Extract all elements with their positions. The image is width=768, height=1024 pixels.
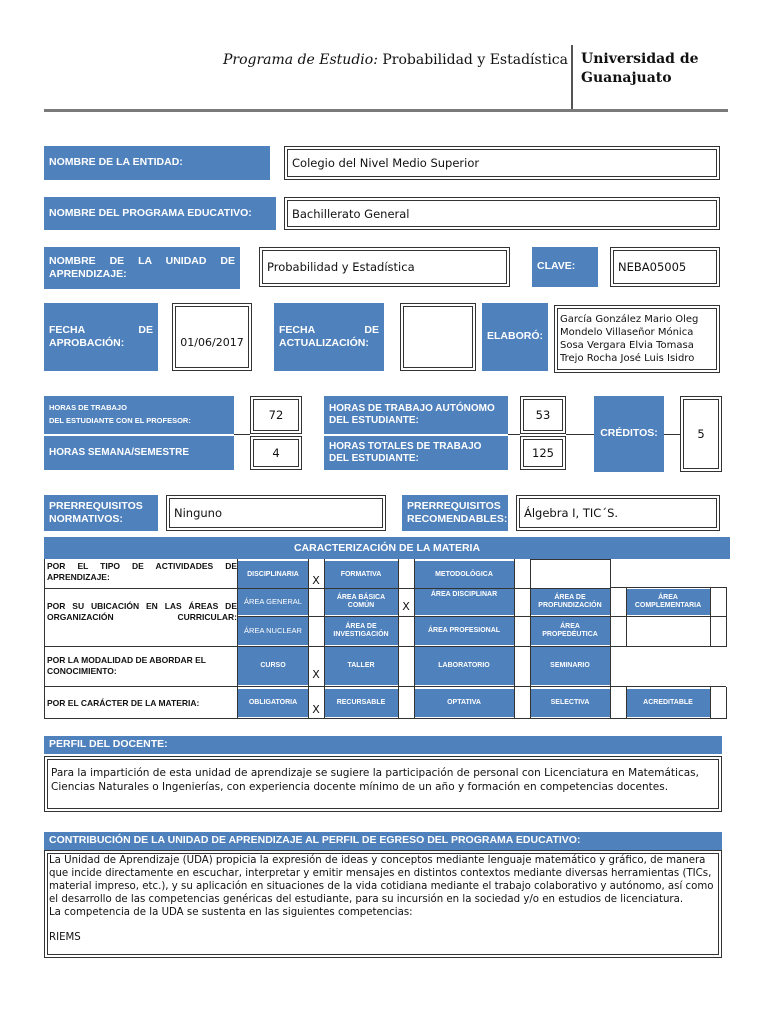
opt-area-basica-comun: ÁREA BÁSICA COMÚN: [324, 589, 398, 615]
characterization-title: CARACTERIZACIÓN DE LA MATERIA: [44, 537, 730, 559]
hours-week-field[interactable]: 4: [250, 436, 302, 470]
header: [0, 0, 768, 112]
mark-area-profundizacion[interactable]: [610, 589, 626, 613]
opt-area-investigacion: ÁREA DE INVESTIGACIÓN: [324, 617, 398, 645]
opt-area-profesional: ÁREA PROFESIONAL: [414, 617, 514, 645]
update-field[interactable]: [400, 303, 476, 371]
mark-optativa[interactable]: [514, 689, 530, 716]
mark-area-complementaria[interactable]: [710, 589, 726, 613]
mark-disciplinaria[interactable]: X: [312, 574, 320, 587]
opt-formativa: FORMATIVA: [324, 561, 398, 589]
contribution-text: La Unidad de Aprendizaje (UDA) propicia la expresión de ideas y conceptos mediante lenguaje matemático y gráfico, de manera que incide directamente en escuchar, interpretar y emitir mensajes en distintos contextos mediante diversas herramientas (TICs, material impreso, etc.), y su aplicación en situaciones de la vida cotidiana mediante el trabajo colaborativo y autónomo, así como el desarrollo de las competencias genéricas del estudiante, para su incursión en la sociedad y/o en estudios de licenciatura.: [49, 855, 714, 905]
opt-acreditable: ACREDITABLE: [626, 689, 710, 717]
university-name: Universidad de Guanajuato: [581, 51, 699, 86]
grid-line: [710, 687, 711, 719]
mark-curso[interactable]: X: [312, 668, 320, 681]
opt-selectiva: SELECTIVA: [530, 689, 610, 717]
grid-line: [324, 559, 325, 719]
mark-area-propedeutica[interactable]: [610, 617, 626, 643]
unit-label: [44, 247, 240, 289]
mark-area-disciplinar[interactable]: [514, 589, 530, 613]
mark-seminario[interactable]: [610, 647, 626, 681]
grid-line: [514, 559, 515, 719]
opt-recursable: RECURSABLE: [324, 689, 398, 717]
opt-area-general: ÁREA GENERAL: [238, 589, 308, 615]
grid-line: [710, 587, 711, 647]
grid-line: [726, 687, 727, 719]
mark-area-nuclear[interactable]: [308, 617, 324, 643]
hours-auto-field[interactable]: 53: [520, 396, 566, 434]
approval-label-text: FECHA DE APROBACIÓN:: [49, 323, 153, 349]
credits-field[interactable]: 5: [680, 396, 722, 472]
elaboro-name: García González Mario Oleg: [560, 314, 699, 325]
opt-area-nuclear: ÁREA NUCLEAR: [238, 617, 308, 645]
opt-disciplinaria: DISCIPLINARIA: [238, 561, 308, 589]
update-label: [274, 303, 384, 371]
mark-area-profesional[interactable]: [514, 617, 530, 643]
credits-label: CRÉDITOS:: [594, 396, 664, 472]
clave-label: CLAVE:: [532, 247, 598, 287]
credits-connector: [566, 434, 594, 435]
elaboro-name: Trejo Rocha José Luis Isidro: [560, 353, 695, 364]
unit-label-text: NOMBRE DE LA UNIDAD DE APRENDIZAJE:: [49, 254, 235, 280]
opt-area-complementaria: ÁREA COMPLEMENTARIA: [626, 589, 710, 615]
opt-area-profundizacion: ÁREA DE PROFUNDIZACIÓN: [530, 589, 610, 615]
hours-prof-label-2: DEL ESTUDIANTE CON EL PROFESOR:: [49, 415, 191, 425]
header-rule: [44, 109, 728, 112]
contribution-text-3: RIEMS: [49, 931, 81, 943]
prereq-recommended-field[interactable]: Álgebra I, TIC´S.: [516, 495, 720, 531]
hours-total-label: HORAS TOTALES DE TRABAJO DEL ESTUDIANTE:: [324, 436, 508, 470]
mark-area-basica-comun[interactable]: X: [402, 600, 410, 613]
hours-prof-field[interactable]: 72: [250, 396, 302, 434]
grid-line: [626, 687, 627, 719]
unit-field[interactable]: Probabilidad y Estadística: [259, 247, 510, 287]
clave-field[interactable]: NEBA05005: [610, 247, 720, 287]
grid-line: [610, 559, 611, 719]
grid-line: [44, 718, 726, 719]
credits-connector: [664, 434, 680, 435]
approval-field[interactable]: 01/06/2017: [172, 303, 252, 371]
mark-area-general[interactable]: [308, 589, 324, 613]
mark-taller[interactable]: [398, 647, 414, 681]
entity-label: NOMBRE DE LA ENTIDAD:: [44, 146, 270, 180]
approval-label: [44, 303, 158, 371]
grid-line: [308, 559, 309, 719]
grid-line: [237, 559, 238, 719]
program-heading: [200, 52, 568, 68]
hours-week-label: HORAS SEMANA/SEMESTRE: [44, 436, 234, 470]
mark-metodologica[interactable]: [514, 561, 530, 587]
header-divider: [571, 45, 573, 110]
mark-acreditable[interactable]: [710, 689, 726, 716]
program-prefix: Programa de Estudio:: [222, 52, 378, 68]
char-row1-label: POR EL TIPO DE ACTIVIDADES DE APRENDIZAJE:: [47, 561, 237, 582]
opt-obligatoria: OBLIGATORIA: [238, 689, 308, 717]
hours-prof-label: [44, 396, 234, 434]
grid-line: [44, 686, 726, 687]
elaboro-name: Sosa Vergara Elvia Tomasa: [560, 340, 694, 351]
contribution-title: CONTRIBUCIÓN DE LA UNIDAD DE APRENDIZAJE AL PERFIL DE EGRESO DEL PROGRAMA EDUCATIVO:: [44, 832, 722, 850]
opt-taller: TALLER: [324, 647, 398, 685]
entity-field[interactable]: Colegio del Nivel Medio Superior: [284, 146, 720, 180]
hours-connector: [508, 434, 520, 435]
grid-line: [530, 559, 531, 719]
teacher-box: [44, 756, 722, 812]
teacher-title: PERFIL DEL DOCENTE:: [44, 736, 722, 754]
prereq-normative-field[interactable]: Ninguno: [166, 495, 386, 531]
grid-line: [44, 559, 45, 719]
mark-laboratorio[interactable]: [514, 647, 530, 681]
grid-line: [44, 646, 726, 647]
char-row2-label: POR SU UBICACIÓN EN LAS ÁREAS DE ORGANIZACIÓN CURRICULAR:: [47, 601, 237, 622]
opt-metodologica: METODOLÓGICA: [414, 561, 514, 589]
opt-area-disciplinar: ÁREA DISCIPLINAR: [414, 589, 514, 615]
program-title: Probabilidad y Estadística: [382, 52, 568, 68]
opt-seminario: SEMINARIO: [530, 647, 610, 685]
elaboro-label: ELABORÓ:: [482, 303, 548, 371]
grid-line: [237, 616, 726, 617]
elaboro-name: Mondelo Villaseñor Mónica: [560, 327, 694, 338]
grid-line: [398, 559, 399, 719]
prereq-recommended-label: PRERREQUISITOS RECOMENDABLES:: [402, 495, 508, 531]
opt-area-propedeutica: ÁREA PROPEDÉUTICA: [530, 617, 610, 645]
grid-line: [610, 587, 726, 588]
mark-obligatoria[interactable]: X: [312, 703, 320, 716]
grid-line: [414, 559, 415, 719]
grid-line: [44, 588, 610, 589]
grid-line: [626, 587, 627, 647]
mark-area-investigacion[interactable]: [398, 617, 414, 643]
elaboro-field[interactable]: [554, 305, 720, 373]
teacher-text: Para la impartición de esta unidad de aprendizaje se sugiere la participación de personal con Licenciatura en Matemáticas, Ciencias Naturales o Ingenierías, con experiencia docente mínimo de un año y formación en competencias docentes.: [51, 767, 699, 793]
opt-laboratorio: LABORATORIO: [414, 647, 514, 685]
grid-line: [530, 559, 610, 560]
hours-prof-label-1: HORAS DE TRABAJO: [49, 403, 127, 412]
prereq-normative-label: PRERREQUISITOS NORMATIVOS:: [44, 495, 158, 531]
char-row3-label: POR LA MODALIDAD DE ABORDAR EL CONOCIMIENTO:: [47, 655, 206, 676]
mark-formativa[interactable]: [398, 561, 414, 587]
grid-line: [726, 587, 727, 647]
mark-recursable[interactable]: [398, 689, 414, 716]
mark-selectiva[interactable]: [610, 689, 626, 716]
opt-curso: CURSO: [238, 647, 308, 685]
hours-total-field[interactable]: 125: [520, 436, 566, 470]
program-field[interactable]: Bachillerato General: [284, 197, 720, 230]
contribution-text-2: La competencia de la UDA se sustenta en las siguientes competencias:: [49, 906, 413, 918]
hours-connector: [234, 434, 250, 435]
char-row4-label: POR EL CARÁCTER DE LA MATERIA:: [47, 698, 200, 708]
program-label: NOMBRE DEL PROGRAMA EDUCATIVO:: [44, 197, 276, 230]
hours-auto-label: HORAS DE TRABAJO AUTÓNOMO DEL ESTUDIANTE:: [324, 396, 508, 434]
contribution-box: [44, 850, 722, 958]
opt-optativa: OPTATIVA: [414, 689, 514, 717]
update-label-text: FECHA DE ACTUALIZACIÓN:: [279, 323, 379, 349]
